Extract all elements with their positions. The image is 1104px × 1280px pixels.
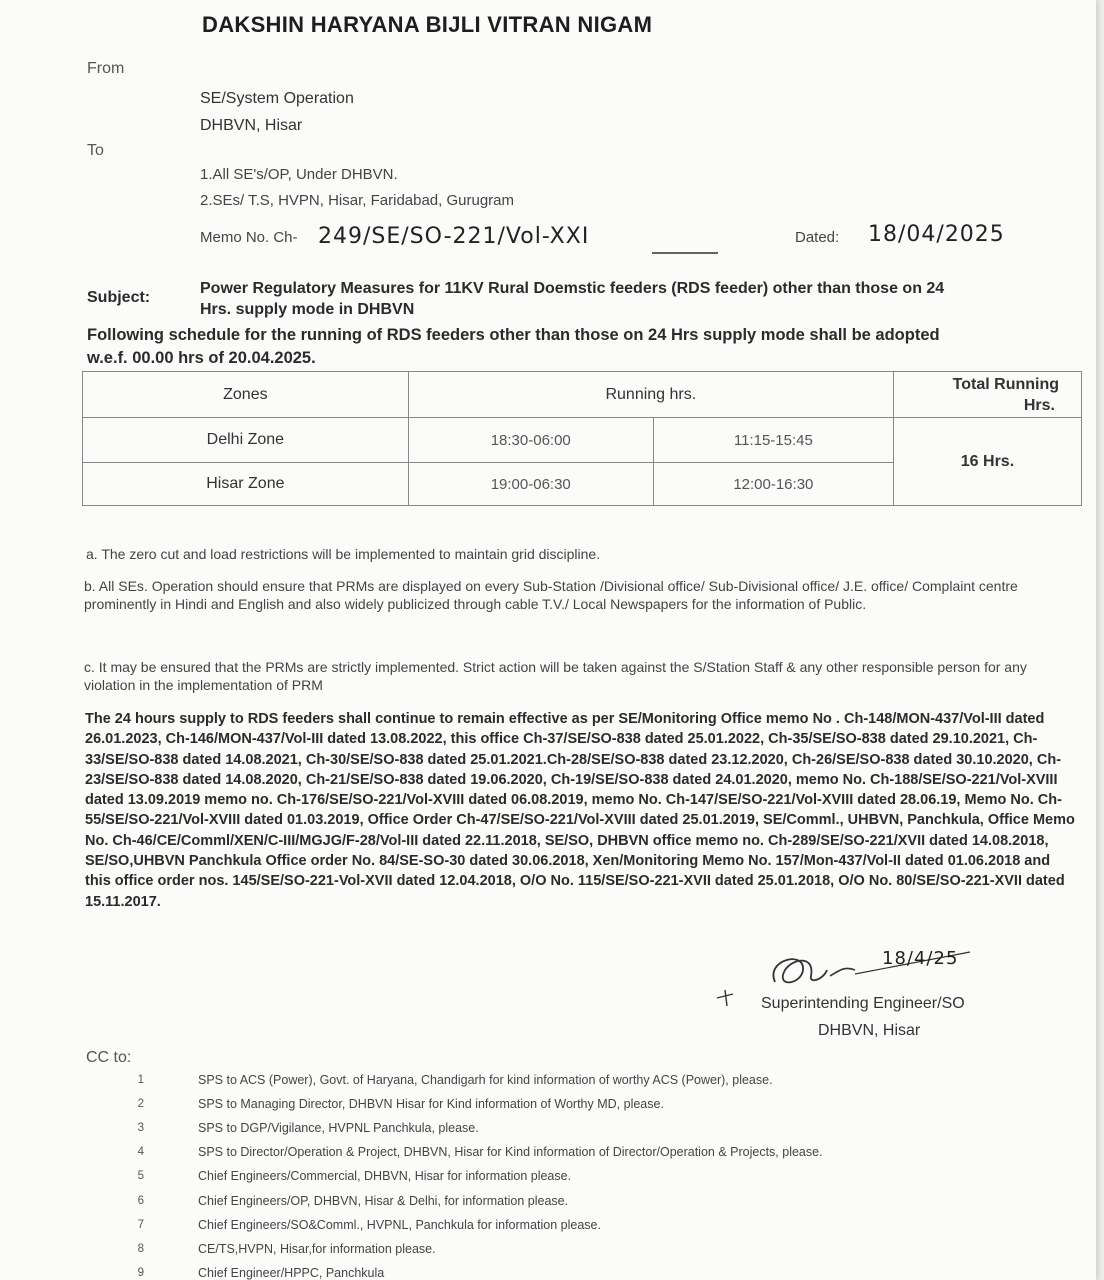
intro-line-1: Following schedule for the running of RDS feeders other than those on 24 Hrs supply mode shall be adopted [87,326,940,344]
cc-number: 4 [137,1146,144,1158]
note-c: c. It may be ensured that the PRMs are strictly implemented. Strict action will be taken against the S/Station Staff & any other responsible person for any violation in the implementation of PRM [84,659,1027,693]
intro-line-2: w.e.f. 00.00 hrs of 20.04.2025. [87,349,316,367]
continuation-paragraph: The 24 hours supply to RDS feeders shall continue to remain effective as per SE/Monitoring Office memo No . Ch-148/MON-437/Vol-III dated 26.01.2023, Ch-146/MON-437/Vol-III dated 13.08.2022, this office Ch-37/SE/SO-838 dated 25.01.2022, Ch-35/SE/SO-838 dated 29.10.2021, Ch-33/SE/SO-838 dated 14.08.2021, Ch-30/SE/SO-838 dated 25.01.2021.Ch-28/SE/SO-838 dated 23.12.2020, Ch-26/SE/SO-838 dated 30.10.2020, Ch-23/SE/SO-838 dated 14.08.2020, Ch-21/SE/SO-838 dated 19.06.2020, Ch-19/SE/SO-838 dated 24.01.2020, memo No. Ch-188/SE/SO-221/Vol-XVIII dated 13.09.2019 memo no. Ch-176/SE/SO-221/Vol-XVIII dated 06.08.2019, memo No. Ch-147/SE/SO-221/Vol-XVIII dated 28.06.19, Memo No. Ch-55/SE/SO-221/Vol-XVIII dated 01.03.2019, Office Order Ch-47/SE/SO-221/Vol-XVIII dated 25.01.2019, SE/Comml., UHBVN, Panchkula, Office Memo No. Ch-46/CE/Comml/XEN/C-III/MGJG/F-28/Vol-III dated 22.11.2018, SE/SO, DHBVN office memo no. Ch-289/SE/SO-221/XVII dated 14.08.2018, SE/SO,UHBVN Panchkula Office order No. 84/SE-SO-30 dated 30.06.2018, Xen/Monitoring Memo No. 157/Mon-437/Vol-II dated 01.06.2018 and this office order nos. 145/SE/SO-221-Vol-XVII dated 12.04.2018, O/O No. 115/SE/SO-221-XVII dated 25.01.2018, O/O No. 80/SE/SO-221-XVII dated 15.11.2017. [85,711,1075,910]
memo-label: Memo No. Ch- [200,229,298,246]
cc-item: SPS to DGP/Vigilance, HVPNL Panchkula, please. [198,1121,479,1135]
cc-item: SPS to Managing Director, DHBVN Hisar for Kind information of Worthy MD, please. [198,1097,664,1111]
table-row [83,418,1082,463]
signature-date-handwritten: 18/4/25 [882,948,959,969]
subject-line-2: Hrs. supply mode in DHBVN [200,301,415,318]
cc-number: 1 [137,1074,144,1086]
header-running-hrs: Running hrs. [408,372,893,418]
signatory-office: DHBVN, Hisar [818,1022,921,1039]
recipient-2: 2.SEs/ T.S, HVPN, Hisar, Faridabad, Gurugram [200,192,515,209]
zone-cell: Delhi Zone [83,418,409,463]
signatory-title: Superintending Engineer/SO [761,995,965,1012]
cc-item: CE/TS,HVPN, Hisar,for information please. [198,1242,436,1256]
slot1-cell: 19:00-06:30 [408,463,653,506]
memo-underline [650,250,720,256]
recipient-1: 1.All SE's/OP, Under DHBVN. [200,166,398,183]
slot1-cell: 18:30-06:00 [408,418,653,463]
table-header-row [83,372,1082,418]
cc-item: Chief Engineers/SO&Comml., HVPNL, Panchkula for information please. [198,1218,601,1232]
cc-number: 8 [137,1243,144,1255]
dated-label: Dated: [795,229,840,246]
note-a: a. The zero cut and load restrictions will be implemented to maintain grid discipline. [86,546,601,562]
sender-office: SE/System Operation [200,90,354,107]
subject-line-1: Power Regulatory Measures for 11KV Rural Doemstic feeders (RDS feeder) other than those on 24 [200,280,945,297]
date-handwritten: 18/04/2025 [868,222,1005,247]
slot2-cell: 11:15-15:45 [653,418,893,463]
header-zones: Zones [83,372,409,418]
intro-paragraph [87,324,940,370]
cc-label: CC to: [86,1049,132,1066]
organization-heading: DAKSHIN HARYANA BIJLI VITRAN NIGAM [202,12,653,37]
total-hours-cell: 16 Hrs. [893,418,1081,506]
cc-number: 7 [137,1219,144,1231]
slot2-cell: 12:00-16:30 [653,463,893,506]
subject-text [200,278,944,320]
subject-label: Subject: [87,289,151,306]
cc-item: Chief Engineers/Commercial, DHBVN, Hisar for information please. [198,1169,572,1183]
cc-number: 9 [137,1267,144,1279]
memo-number-handwritten: 249/SE/SO-221/Vol-XXI [318,224,590,249]
header-total-line-1: Total Running [952,375,1059,393]
to-label: To [87,142,104,159]
sender-location: DHBVN, Hisar [200,117,303,134]
schedule-table [82,371,1082,506]
cc-number: 2 [137,1098,144,1110]
from-label: From [87,60,125,77]
cc-number: 6 [137,1195,144,1207]
cc-item: SPS to ACS (Power), Govt. of Haryana, Chandigarh for kind information of worthy ACS (Power), please. [198,1073,773,1087]
cc-item: SPS to Director/Operation & Project, DHBVN, Hisar for Kind information of Director/Operation & Projects, please. [198,1145,823,1159]
note-b: b. All SEs. Operation should ensure that PRMs are displayed on every Sub-Station /Divisional office/ Sub-Divisional office/ J.E. office/ Complaint centre prominently in Hindi and English and also widely publicized through cable T.V./ Local Newspapers for the information of Public. [84,578,1018,612]
zone-cell: Hisar Zone [83,463,409,506]
cc-item: Chief Engineer/HPPC, Panchkula [198,1266,385,1280]
cc-number: 5 [137,1170,144,1182]
cc-item: Chief Engineers/OP, DHBVN, Hisar & Delhi, for information please. [198,1194,569,1208]
header-total-running [893,372,1081,418]
cc-number: 3 [137,1122,144,1134]
header-total-line-2: Hrs. [1023,396,1055,414]
